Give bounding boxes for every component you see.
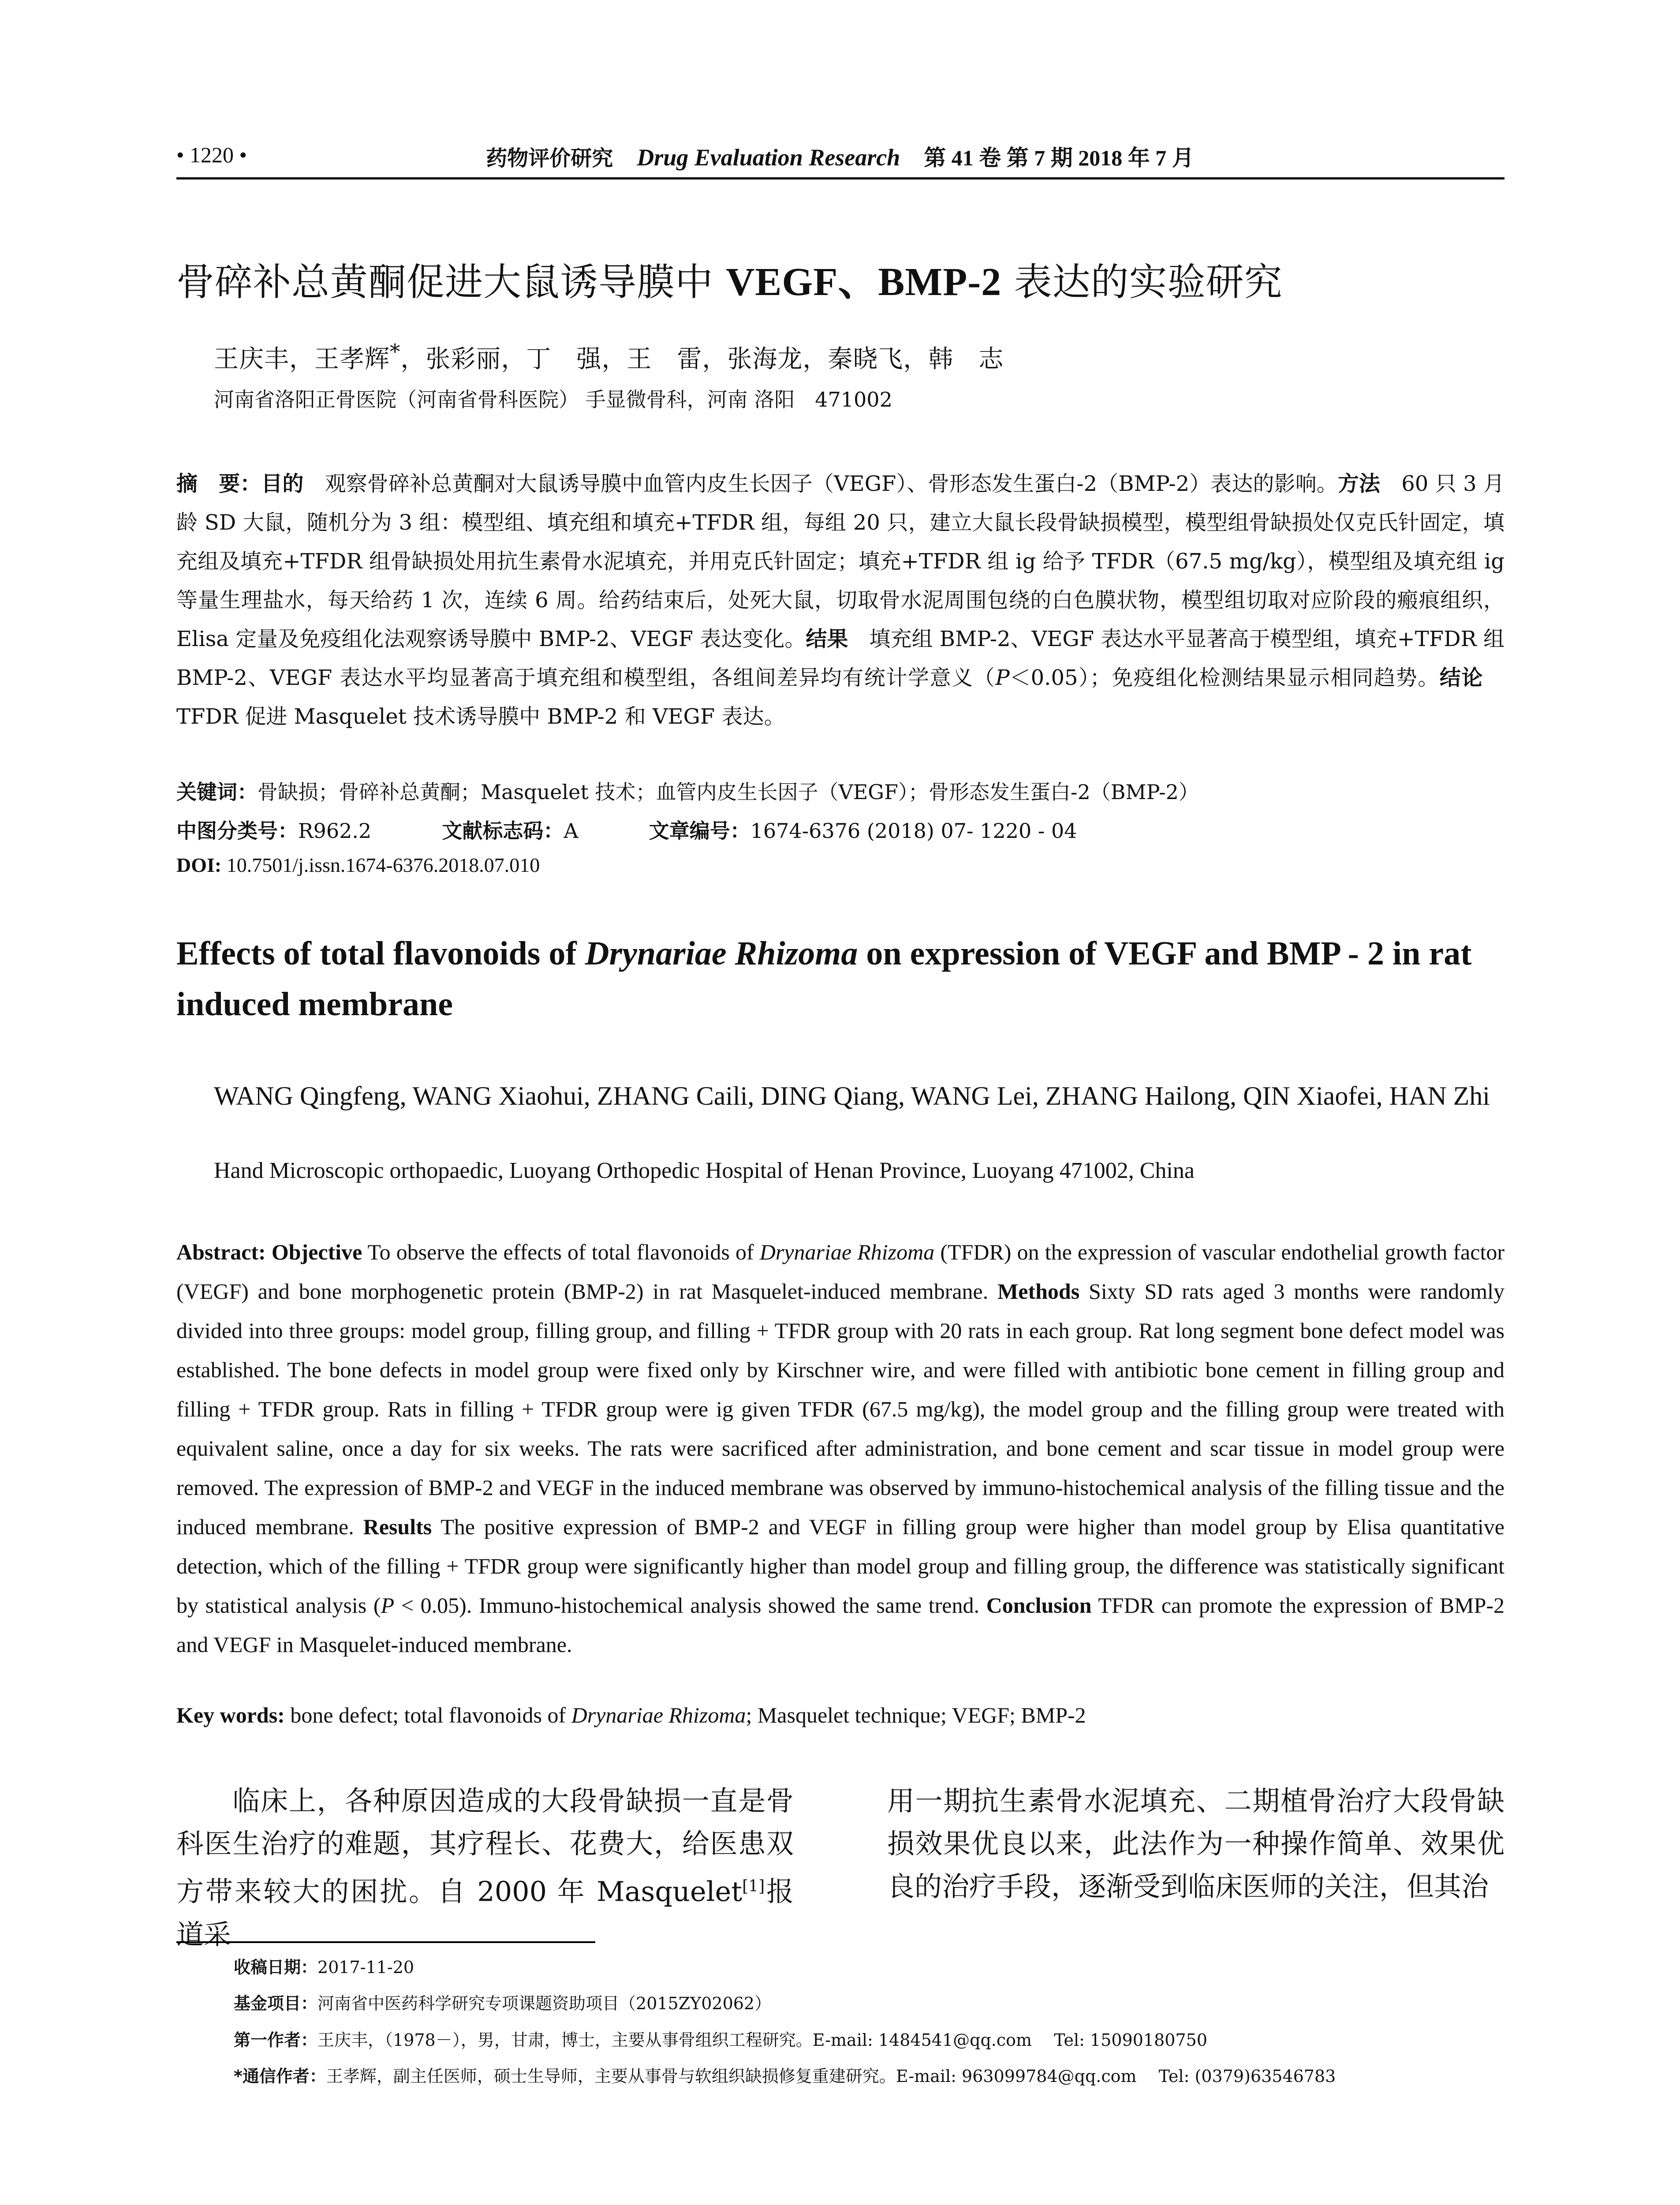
cn-authors: 王庆丰，王孝辉*，张彩丽，丁 强，王 雷，张海龙，秦晓飞，韩 志 bbox=[214, 340, 1004, 374]
en-authors: WANG Qingfeng, WANG Xiaohui, ZHANG Caili, DING Qiang, WANG Lei, ZHANG Hailong, QIN Xiaofei, HAN Zhi bbox=[214, 1081, 1490, 1110]
footnote-first-author: 第一作者：王庆丰，（1978－），男，甘肃，博士，主要从事骨组织工程研究。E-mail: 1484541@qq.com Tel: 15090180750 bbox=[234, 2030, 1207, 2050]
cn-classification: 中图分类号：R962.2 文献标志码：A 文章编号：1674-6376 (2018) 07- 1220 - 04 bbox=[176, 819, 1077, 843]
en-title: Effects of total flavonoids of Drynariae Rhizoma on expression of VEGF and BMP - 2 in rat induced membrane bbox=[176, 935, 1472, 1023]
cn-keywords: 关键词：骨缺损；骨碎补总黄酮；Masquelet 技术；血管内皮生长因子（VEGF）；骨形态发生蛋白-2（BMP-2） bbox=[176, 780, 1199, 804]
journal-name-en: Drug Evaluation Research bbox=[637, 144, 900, 171]
journal-name-cn: 药物评价研究 bbox=[486, 146, 613, 171]
footnote-fund: 基金项目：河南省中医药科学研究专项课题资助项目（2015ZY02062） bbox=[234, 1994, 772, 2013]
en-abstract: Abstract: Objective To observe the effects of total flavonoids of Drynariae Rhizoma (TFDR) on the expression of vascular endothelial growth factor (VEGF) and bone morphogenetic protein (BMP-2) in rat Masquelet-induced membrane. Methods Sixty SD rats aged 3 months were randomly divided into three groups: model group, filling group, and filling + TFDR group with 20 rats in each group. Rat long segment bone defect model was established. The bone defects in model group were fixed only by Kirschner wire, and were filled with antibiotic bone cement in filling group and filling + TFDR group. Rats in filling + TFDR group were ig given TFDR (67.5 mg/kg), the model group and the filling group were treated with equivalent saline, once a day for six weeks. The rats were sacrificed after administration, and bone cement and scar tissue in model group were removed. The expression of BMP-2 and VEGF in the induced membrane was observed by immuno-histochemical analysis of the filling tissue and the induced membrane. Results The positive expression of BMP-2 and VEGF in filling group were higher than model group by Elisa quantitative detection, which of the filling + TFDR group were significantly higher than model group and filling group, the difference was statistically significant by statistical analysis (P < 0.05). Immuno-histochemical analysis showed the same trend. Conclusion TFDR can promote the expression of BMP-2 and VEGF in Masquelet-induced membrane. bbox=[176, 1240, 1505, 1657]
page-number: • 1220 • bbox=[176, 142, 247, 167]
footnote-rule bbox=[176, 1941, 595, 1943]
running-header bbox=[0, 140, 1680, 172]
citation-ref: [1] bbox=[742, 1877, 765, 1895]
cn-abstract: 摘 要：目的 观察骨碎补总黄酮对大鼠诱导膜中血管内皮生长因子（VEGF）、骨形态发生蛋白-2（BMP-2）表达的影响。方法 60 只 3 月龄 SD 大鼠，随机分为 3 组：模型组、填充组和填充+TFDR 组，每组 20 只，建立大鼠长段骨缺损模型，模型组骨缺损处仅克氏针固定，填充组及填充+TFDR 组骨缺损处用抗生素骨水泥填充，并用克氏针固定；填充+TFDR 组 ig 给予 TFDR（67.5 mg/kg），模型组及填充组 ig 等量生理盐水，每天给药 1 次，连续 6 周。给药结束后，处死大鼠，切取骨水泥周围包绕的白色膜状物，模型组切取对应阶段的瘢痕组织，Elisa 定量及免疫组化法观察诱导膜中 BMP-2、VEGF 表达变化。结果 填充组 BMP-2、VEGF 表达水平显著高于模型组，填充+TFDR 组 BMP-2、VEGF 表达水平均显著高于填充组和模型组，各组间差异均有统计学意义（P＜0.05）；免疫组化检测结果显示相同趋势。结论 TFDR 促进 Masquelet 技术诱导膜中 BMP-2 和 VEGF 表达。 bbox=[176, 471, 1505, 729]
footnote-received: 收稿日期：2017-11-20 bbox=[234, 1958, 414, 1977]
body-column-left: 临床上，各种原因造成的大段骨缺损一直是骨科医生治疗的难题，其疗程长、花费大，给医患双方带来较大的困扰。自 2000 年 Masquelet[1]报道采 bbox=[176, 1785, 794, 1951]
cn-affiliation: 河南省洛阳正骨医院（河南省骨科医院） 手显微骨科，河南 洛阳 471002 bbox=[214, 388, 892, 411]
body-column-right: 用一期抗生素骨水泥填充、二期植骨治疗大段骨缺损效果优良以来，此法作为一种操作简单、效果优良的治疗手段，逐渐受到临床医师的关注，但其治 bbox=[887, 1785, 1505, 1902]
header-rule bbox=[176, 177, 1505, 179]
cn-title: 骨碎补总黄酮促进大鼠诱导膜中 VEGF、BMP-2 表达的实验研究 bbox=[176, 260, 1283, 304]
footnote-corresponding-author: *通信作者：王孝辉，副主任医师，硕士生导师，主要从事骨与软组织缺损修复重建研究。E-mail: 963099784@qq.com Tel: (0379)63546783 bbox=[234, 2067, 1336, 2086]
volume-issue: 第 41 卷 第 7 期 2018 年 7 月 bbox=[924, 146, 1194, 170]
en-affiliation: Hand Microscopic orthopaedic, Luoyang Orthopedic Hospital of Henan Province, Luoyang 471002, China bbox=[214, 1158, 1195, 1183]
doi: DOI: 10.7501/j.issn.1674-6376.2018.07.010 bbox=[176, 854, 540, 876]
en-keywords: Key words: bone defect; total flavonoids of Drynariae Rhizoma; Masquelet technique; VEGF; BMP-2 bbox=[176, 1703, 1086, 1727]
